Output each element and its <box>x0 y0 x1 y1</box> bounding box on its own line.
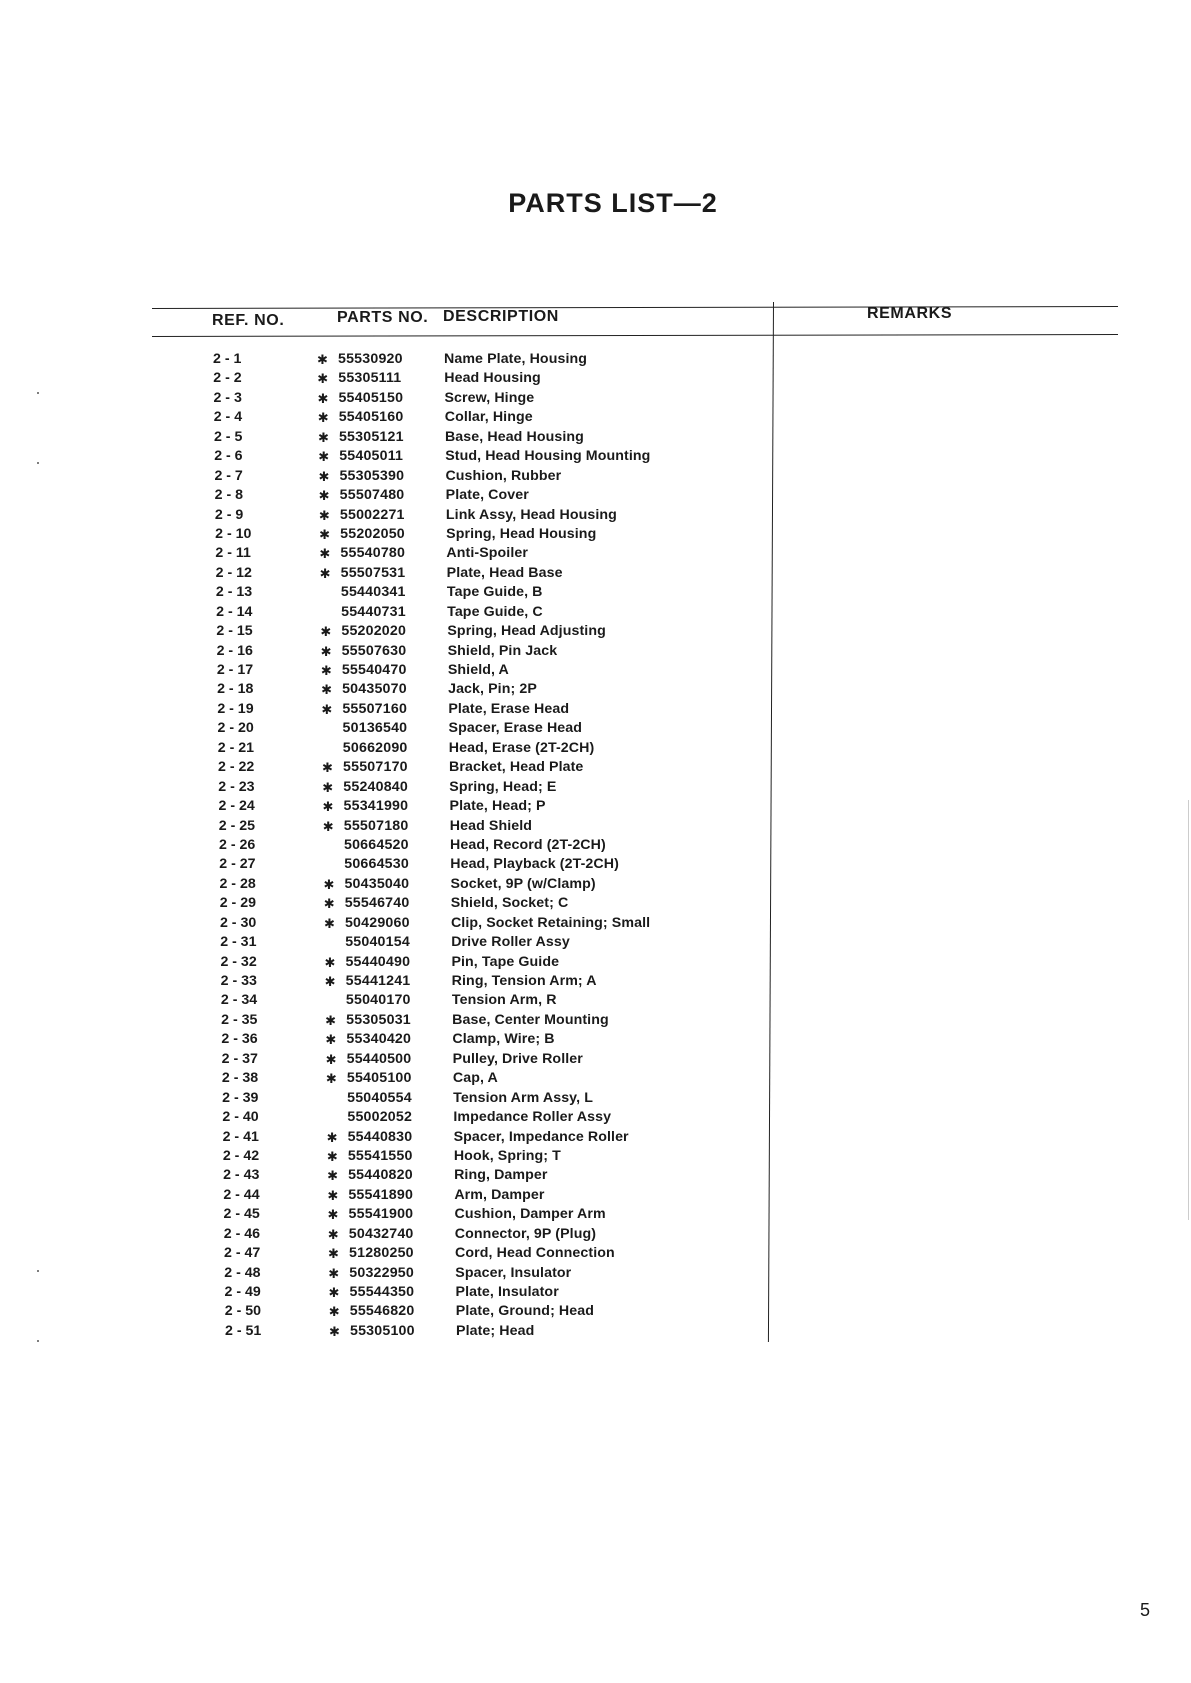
description-cell: Plate; Head <box>456 1322 535 1339</box>
asterisk-icon: ✱ <box>317 371 329 387</box>
parts-no-cell: 55305031 <box>346 1011 411 1028</box>
table-row <box>0 408 1191 427</box>
ref-no-cell: 2 - 33 <box>220 973 257 989</box>
description-cell: Spacer, Impedance Roller <box>453 1128 629 1145</box>
table-row <box>0 1244 1191 1263</box>
description-cell: Cushion, Rubber <box>445 467 562 484</box>
parts-no-cell: 55546740 <box>344 895 410 912</box>
table-row <box>0 525 1191 544</box>
page-title: PARTS LIST—2 <box>508 188 718 218</box>
table-row <box>0 1128 1191 1147</box>
description-cell: Pin, Tape Guide <box>451 953 560 970</box>
asterisk-icon: ✱ <box>319 526 331 542</box>
parts-no-cell: 55240840 <box>343 778 408 795</box>
column-header-description: DESCRIPTION <box>443 308 559 325</box>
description-cell: Ring, Tension Arm; A <box>451 973 597 989</box>
table-row <box>0 1225 1191 1244</box>
parts-no-cell: 55507160 <box>342 700 408 717</box>
parts-no-cell: 55305100 <box>350 1322 415 1339</box>
description-cell: Jack, Pin; 2P <box>448 681 537 698</box>
parts-no-cell: 55507170 <box>343 759 408 776</box>
ref-no-cell: 2 - 36 <box>221 1031 258 1048</box>
ref-no-cell: 2 - 48 <box>224 1264 261 1281</box>
table-row <box>0 1147 1191 1166</box>
parts-no-cell: 55541900 <box>348 1206 414 1223</box>
asterisk-icon: ✱ <box>327 1168 338 1184</box>
parts-no-cell: 55002052 <box>347 1109 413 1126</box>
ref-no-cell: 2 - 25 <box>218 817 256 834</box>
table-row <box>0 778 1191 797</box>
parts-no-cell: 55202020 <box>341 623 407 640</box>
description-cell: Clip, Socket Retaining; Small <box>450 914 651 931</box>
description-cell: Cord, Head Connection <box>455 1245 615 1262</box>
asterisk-icon: ✱ <box>317 352 328 367</box>
ref-no-cell: 2 - 29 <box>219 895 256 912</box>
description-cell: Plate, Ground; Head <box>455 1303 595 1320</box>
ref-no-cell: 2 - 30 <box>219 914 257 931</box>
ref-no-cell: 2 - 39 <box>222 1089 259 1106</box>
ref-no-cell: 2 - 21 <box>217 739 255 756</box>
description-cell: Connector, 9P (Plug) <box>454 1225 597 1242</box>
asterisk-icon: ✱ <box>317 410 329 426</box>
asterisk-icon: ✱ <box>324 974 336 989</box>
ref-no-cell: 2 - 38 <box>221 1070 259 1087</box>
parts-no-cell: 50662090 <box>342 739 408 756</box>
table-row <box>0 506 1191 525</box>
description-cell: Spring, Head Adjusting <box>447 623 606 640</box>
table-row <box>0 758 1191 777</box>
ref-no-cell: 2 - 42 <box>222 1147 260 1164</box>
asterisk-icon: ✱ <box>328 1265 340 1281</box>
description-cell: Shield, Pin Jack <box>447 642 558 659</box>
parts-no-cell: 55040154 <box>345 934 410 951</box>
parts-no-cell: 55405011 <box>339 448 404 465</box>
description-cell: Head Housing <box>444 370 541 387</box>
asterisk-icon: ✱ <box>321 682 332 698</box>
table-row <box>0 428 1191 447</box>
parts-no-cell: 55305121 <box>338 428 404 445</box>
asterisk-icon: ✱ <box>323 876 335 892</box>
ref-no-cell: 2 - 32 <box>220 953 257 970</box>
parts-no-cell: 55305111 <box>338 370 402 387</box>
ref-no-cell: 2 - 51 <box>225 1322 262 1339</box>
parts-no-cell: 55440490 <box>345 953 411 970</box>
ref-no-cell: 2 - 22 <box>218 759 255 776</box>
ref-no-cell: 2 - 46 <box>223 1225 261 1242</box>
asterisk-icon: ✱ <box>318 468 330 484</box>
asterisk-icon: ✱ <box>318 449 330 465</box>
asterisk-icon: ✱ <box>320 663 332 678</box>
ref-no-cell: 2 - 13 <box>215 584 253 601</box>
ref-no-cell: 2 - 28 <box>219 875 256 892</box>
parts-no-cell: 55530920 <box>338 351 403 367</box>
ref-no-cell: 2 - 12 <box>215 564 252 581</box>
table-row <box>0 389 1191 408</box>
table-row <box>0 642 1191 661</box>
ref-no-cell: 2 - 27 <box>219 856 256 873</box>
parts-no-cell: 50435040 <box>344 875 410 892</box>
description-cell: Tension Arm Assy, L <box>453 1089 593 1106</box>
ref-no-cell: 2 - 5 <box>213 428 243 445</box>
description-cell: Socket, 9P (w/Clamp) <box>450 875 596 892</box>
table-row <box>0 1186 1191 1205</box>
asterisk-icon: ✱ <box>317 429 329 445</box>
description-cell: Anti-Spoiler <box>446 545 528 562</box>
description-cell: Base, Center Mounting <box>452 1011 609 1028</box>
table-row <box>0 1205 1191 1224</box>
asterisk-icon: ✱ <box>327 1226 339 1242</box>
parts-no-cell: 55440830 <box>347 1128 413 1145</box>
asterisk-icon: ✱ <box>327 1207 339 1223</box>
ref-no-cell: 2 - 15 <box>216 623 253 640</box>
description-cell: Head, Erase (2T-2CH) <box>448 739 595 756</box>
scan-speck <box>37 462 39 464</box>
scan-speck <box>37 392 39 394</box>
asterisk-icon: ✱ <box>318 507 330 523</box>
ref-no-cell: 2 - 11 <box>215 545 251 562</box>
table-row <box>0 544 1191 563</box>
description-cell: Cap, A <box>452 1070 498 1087</box>
ref-no-cell: 2 - 37 <box>221 1050 258 1067</box>
table-row <box>0 1322 1191 1341</box>
parts-no-cell: 51280250 <box>349 1245 414 1262</box>
description-cell: Collar, Hinge <box>444 409 533 426</box>
parts-no-cell: 55440500 <box>346 1050 412 1067</box>
description-cell: Spacer, Insulator <box>455 1264 572 1281</box>
table-row <box>0 622 1191 641</box>
description-cell: Plate, Insulator <box>455 1284 559 1300</box>
table-row <box>0 486 1191 505</box>
description-cell: Spring, Head; E <box>449 778 557 795</box>
table-row <box>0 447 1191 466</box>
description-cell: Plate, Cover <box>445 487 529 504</box>
parts-no-cell: 50664530 <box>344 856 409 873</box>
asterisk-icon: ✱ <box>325 1071 337 1087</box>
table-row <box>0 817 1191 836</box>
description-cell: Cushion, Damper Arm <box>454 1206 606 1223</box>
description-cell: Drive Roller Assy <box>451 934 570 951</box>
table-row <box>0 894 1191 913</box>
asterisk-icon: ✱ <box>322 779 334 795</box>
description-cell: Head, Record (2T-2CH) <box>450 836 606 853</box>
ref-no-cell: 2 - 24 <box>218 798 255 815</box>
parts-no-cell: 55305390 <box>339 467 405 484</box>
parts-no-cell: 55540780 <box>340 545 406 562</box>
asterisk-icon: ✱ <box>326 1148 338 1164</box>
ref-no-cell: 2 - 45 <box>223 1206 260 1223</box>
table-row <box>0 369 1191 388</box>
parts-no-cell: 50322950 <box>349 1264 414 1281</box>
column-header-ref-no: REF. NO. <box>212 312 285 329</box>
table-row <box>0 739 1191 758</box>
table-row <box>0 1030 1191 1049</box>
table-row <box>0 719 1191 738</box>
asterisk-icon: ✱ <box>328 1246 339 1262</box>
table-header-rule <box>152 334 1118 337</box>
ref-no-cell: 2 - 31 <box>220 934 257 951</box>
description-cell: Clamp, Wire; B <box>452 1031 555 1048</box>
table-row <box>0 1283 1191 1302</box>
table-row <box>0 680 1191 699</box>
scan-edge <box>1188 800 1189 1220</box>
asterisk-icon: ✱ <box>317 390 329 406</box>
parts-no-cell: 55405150 <box>338 389 404 406</box>
asterisk-icon: ✱ <box>325 1032 337 1048</box>
table-row <box>0 1089 1191 1108</box>
ref-no-cell: 2 - 23 <box>218 778 255 795</box>
asterisk-icon: ✱ <box>318 488 330 504</box>
ref-no-cell: 2 - 10 <box>215 525 252 542</box>
description-cell: Stud, Head Housing Mounting <box>445 448 651 465</box>
description-cell: Tape Guide, B <box>446 584 543 601</box>
description-cell: Shield, Socket; C <box>450 895 569 912</box>
ref-no-cell: 2 - 3 <box>213 389 242 406</box>
asterisk-icon: ✱ <box>327 1187 339 1203</box>
parts-no-cell: 55441241 <box>345 973 411 989</box>
table-row <box>0 855 1191 874</box>
asterisk-icon: ✱ <box>321 701 333 717</box>
description-cell: Plate, Head; P <box>449 798 546 815</box>
ref-no-cell: 2 - 41 <box>222 1128 259 1145</box>
table-row <box>0 603 1191 622</box>
description-cell: Plate, Head Base <box>446 564 563 581</box>
description-cell: Tension Arm, R <box>451 992 557 1009</box>
table-row <box>0 1264 1191 1283</box>
parts-table-body <box>0 350 1191 1341</box>
asterisk-icon: ✱ <box>324 954 336 970</box>
table-row <box>0 836 1191 855</box>
description-cell: Head Shield <box>449 817 533 834</box>
ref-no-cell: 2 - 8 <box>214 487 244 504</box>
scan-speck <box>37 1270 39 1272</box>
asterisk-icon: ✱ <box>329 1323 340 1339</box>
page-number: 5 <box>1140 1600 1151 1620</box>
table-row <box>0 583 1191 602</box>
description-cell: Plate, Erase Head <box>448 700 570 717</box>
asterisk-icon: ✱ <box>319 546 331 562</box>
description-cell: Link Assy, Head Housing <box>445 506 617 523</box>
description-cell: Name Plate, Housing <box>444 351 588 367</box>
description-cell: Spacer, Erase Head <box>448 720 583 737</box>
parts-no-cell: 50136540 <box>342 720 408 737</box>
parts-no-cell: 55507531 <box>340 564 406 581</box>
parts-no-cell: 55040170 <box>345 992 411 1009</box>
parts-no-cell: 55040554 <box>347 1089 412 1106</box>
parts-no-cell: 55341990 <box>343 798 409 815</box>
column-header-parts-no: PARTS NO. <box>337 309 429 326</box>
asterisk-icon: ✱ <box>319 565 331 581</box>
table-row <box>0 1011 1191 1030</box>
asterisk-icon: ✱ <box>322 760 333 776</box>
table-row <box>0 1302 1191 1321</box>
table-row <box>0 467 1191 486</box>
description-cell: Spring, Head Housing <box>446 525 597 542</box>
asterisk-icon: ✱ <box>322 818 334 834</box>
ref-no-cell: 2 - 7 <box>214 467 243 484</box>
table-row <box>0 875 1191 894</box>
asterisk-icon: ✱ <box>320 624 332 640</box>
ref-no-cell: 2 - 20 <box>217 720 254 737</box>
parts-no-cell: 55544350 <box>349 1284 415 1300</box>
parts-no-cell: 55405100 <box>346 1070 412 1087</box>
parts-no-cell: 55340420 <box>346 1031 412 1048</box>
table-row <box>0 1069 1191 1088</box>
ref-no-cell: 2 - 19 <box>217 700 254 717</box>
ref-no-cell: 2 - 47 <box>224 1245 261 1262</box>
ref-no-cell: 2 - 14 <box>216 603 253 620</box>
ref-no-cell: 2 - 44 <box>223 1186 260 1203</box>
description-cell: Screw, Hinge <box>444 389 535 406</box>
table-row <box>0 661 1191 680</box>
ref-no-cell: 2 - 17 <box>216 662 254 678</box>
description-cell: Ring, Damper <box>454 1167 548 1184</box>
parts-no-cell: 55440731 <box>341 603 406 620</box>
table-row <box>0 350 1191 369</box>
parts-no-cell: 55440820 <box>348 1167 413 1184</box>
asterisk-icon: ✱ <box>325 1012 337 1028</box>
parts-no-cell: 55202050 <box>340 525 405 542</box>
ref-no-cell: 2 - 6 <box>214 448 243 465</box>
parts-no-cell: 55540470 <box>341 662 407 678</box>
parts-no-cell: 55541550 <box>347 1147 413 1164</box>
table-row <box>0 953 1191 972</box>
table-row <box>0 933 1191 952</box>
description-cell: Head, Playback (2T-2CH) <box>450 856 619 873</box>
description-cell: Base, Head Housing <box>444 428 584 445</box>
ref-no-cell: 2 - 43 <box>223 1167 260 1184</box>
table-row <box>0 991 1191 1010</box>
ref-no-cell: 2 - 16 <box>216 642 253 659</box>
ref-no-cell: 2 - 9 <box>214 506 244 523</box>
ref-no-cell: 2 - 35 <box>221 1011 258 1028</box>
table-row <box>0 914 1191 933</box>
parts-no-cell: 50429060 <box>344 914 410 931</box>
asterisk-icon: ✱ <box>325 1051 337 1067</box>
asterisk-icon: ✱ <box>328 1304 340 1320</box>
parts-no-cell: 55507480 <box>339 487 405 504</box>
description-cell: Impedance Roller Assy <box>453 1109 612 1126</box>
table-row <box>0 972 1191 991</box>
scan-speck <box>37 1340 39 1342</box>
ref-no-cell: 2 - 2 <box>213 370 242 387</box>
column-header-remarks: REMARKS <box>867 305 953 322</box>
asterisk-icon: ✱ <box>328 1285 340 1300</box>
asterisk-icon: ✱ <box>323 915 335 931</box>
asterisk-icon: ✱ <box>320 643 332 659</box>
table-row <box>0 700 1191 719</box>
description-cell: Hook, Spring; T <box>453 1147 561 1164</box>
parts-no-cell: 55507630 <box>341 642 407 659</box>
asterisk-icon: ✱ <box>322 799 334 815</box>
parts-no-cell: 50432740 <box>348 1225 414 1242</box>
ref-no-cell: 2 - 49 <box>224 1284 261 1300</box>
asterisk-icon: ✱ <box>326 1129 338 1145</box>
parts-no-cell: 55002271 <box>339 506 405 523</box>
ref-no-cell: 2 - 1 <box>213 351 242 367</box>
parts-no-cell: 50664520 <box>344 836 409 853</box>
ref-no-cell: 2 - 40 <box>222 1109 259 1126</box>
table-row <box>0 1166 1191 1185</box>
description-cell: Pulley, Drive Roller <box>452 1050 583 1067</box>
description-cell: Bracket, Head Plate <box>449 759 584 776</box>
description-cell: Arm, Damper <box>454 1186 545 1203</box>
table-top-rule <box>152 306 1118 309</box>
ref-no-cell: 2 - 50 <box>224 1303 262 1320</box>
description-cell: Tape Guide, C <box>447 603 543 620</box>
asterisk-icon: ✱ <box>323 896 335 912</box>
table-row <box>0 564 1191 583</box>
parts-no-cell: 55440341 <box>340 584 406 601</box>
description-cell: Shield, A <box>447 662 509 678</box>
ref-no-cell: 2 - 18 <box>217 681 254 698</box>
ref-no-cell: 2 - 26 <box>219 836 256 853</box>
table-row <box>0 1050 1191 1069</box>
ref-no-cell: 2 - 34 <box>220 992 258 1009</box>
table-row <box>0 797 1191 816</box>
parts-no-cell: 55405160 <box>338 409 404 426</box>
table-row <box>0 1108 1191 1127</box>
parts-no-cell: 55546820 <box>349 1303 415 1320</box>
parts-no-cell: 50435070 <box>342 681 407 698</box>
parts-no-cell: 55541890 <box>348 1186 414 1203</box>
parts-no-cell: 55507180 <box>343 817 409 834</box>
ref-no-cell: 2 - 4 <box>213 409 243 426</box>
